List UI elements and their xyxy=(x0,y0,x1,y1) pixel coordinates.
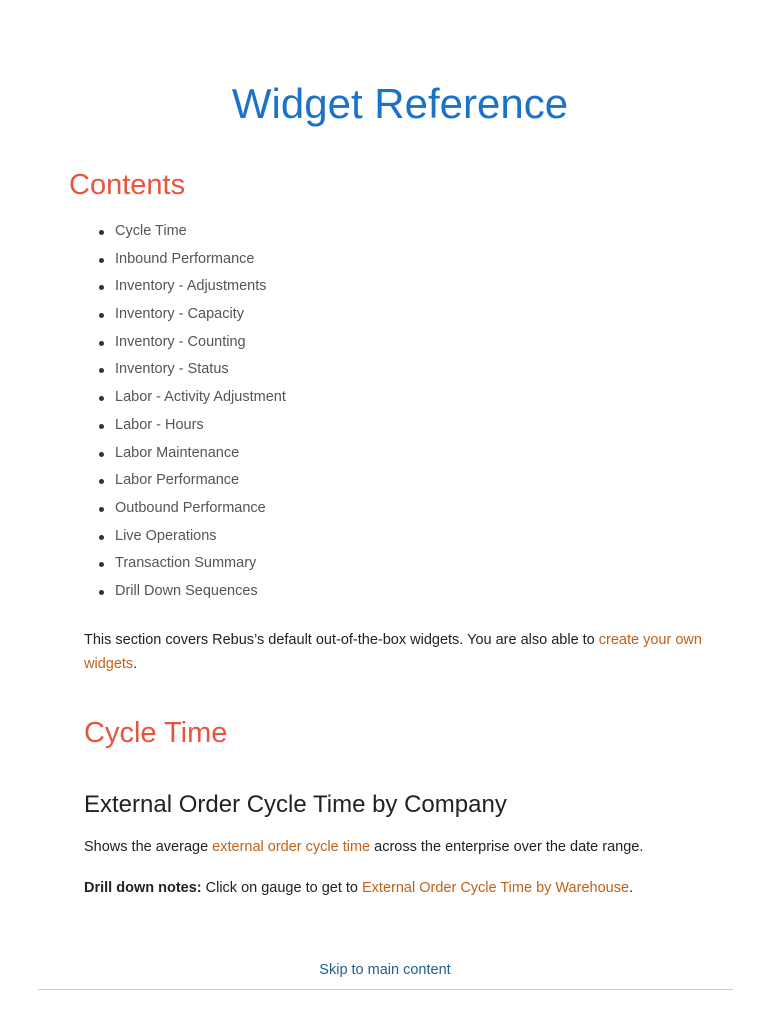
bullet-icon xyxy=(99,535,104,540)
toc-item-label: Outbound Performance xyxy=(115,499,266,516)
toc-item-label: Inventory - Capacity xyxy=(115,306,244,323)
warehouse-widget-link[interactable]: External Order Cycle Time by Warehouse xyxy=(362,880,630,896)
toc-item-label: Labor Performance xyxy=(115,472,240,489)
create-widgets-link[interactable]: create your own widgets xyxy=(84,632,702,672)
bullet-icon xyxy=(99,507,104,512)
toc-item-inventory-status[interactable] xyxy=(115,356,286,384)
bullet-icon xyxy=(99,313,104,318)
drill-down-label: Drill down notes: xyxy=(84,880,202,896)
toc-item-labor-maintenance[interactable] xyxy=(115,440,286,468)
toc-item-label: Cycle Time xyxy=(115,223,187,239)
bullet-icon xyxy=(99,368,104,373)
cycle-time-definition-link[interactable]: external order cycle time xyxy=(212,839,371,855)
toc-item-label: Labor - Activity Adjustment xyxy=(115,389,286,406)
drill-down-text: Click on gauge to get to xyxy=(201,880,363,896)
toc-item-label: Inbound Performance xyxy=(115,250,255,267)
toc-item-labor-activity-adjustment[interactable] xyxy=(115,384,286,412)
toc-item-transaction-summary[interactable] xyxy=(115,550,286,578)
toc-item-cycle-time[interactable] xyxy=(115,218,286,246)
toc-item-live-operations[interactable] xyxy=(115,523,286,551)
toc-item-label: Inventory - Status xyxy=(115,361,229,378)
section-heading-cycle-time: Cycle Time xyxy=(84,717,228,749)
widget-heading: External Order Cycle Time by Company xyxy=(84,791,507,818)
widget-description xyxy=(84,836,643,858)
page-title: Widget Reference xyxy=(231,80,569,127)
table-of-contents xyxy=(115,218,286,606)
toc-item-label: Inventory - Counting xyxy=(115,333,246,350)
toc-item-labor-hours[interactable] xyxy=(115,412,286,440)
bullet-icon xyxy=(99,341,104,346)
toc-item-label: Labor - Hours xyxy=(115,416,204,433)
bullet-icon xyxy=(99,258,104,263)
description-text-end: across the enterprise over the date range. xyxy=(370,839,644,855)
bullet-icon xyxy=(99,590,104,595)
intro-paragraph xyxy=(84,628,724,676)
footer-divider xyxy=(38,989,733,990)
toc-item-label: Labor Maintenance xyxy=(115,444,240,461)
toc-item-label: Drill Down Sequences xyxy=(115,582,258,599)
toc-item-drill-down-sequences[interactable] xyxy=(115,578,286,606)
toc-item-label: Transaction Summary xyxy=(115,555,257,572)
bullet-icon xyxy=(99,285,104,290)
drill-down-text-end: . xyxy=(629,880,634,896)
skip-to-main-content-link[interactable]: Skip to main content xyxy=(319,962,451,978)
toc-item-labor-performance[interactable] xyxy=(115,467,286,495)
contents-heading: Contents xyxy=(69,169,186,201)
intro-text: This section covers Rebus’s default out-of-the-box widgets. You are also able to xyxy=(84,632,599,648)
toc-item-label: Live Operations xyxy=(115,527,217,544)
toc-item-inventory-adjustments[interactable] xyxy=(115,273,286,301)
toc-item-label: Inventory - Adjustments xyxy=(115,278,267,295)
bullet-icon xyxy=(99,396,104,401)
description-text: Shows the average xyxy=(84,839,213,855)
bullet-icon xyxy=(99,562,104,567)
bullet-icon xyxy=(99,424,104,429)
intro-text-end: . xyxy=(133,656,138,672)
toc-item-inventory-capacity[interactable] xyxy=(115,301,286,329)
toc-item-inventory-counting[interactable] xyxy=(115,329,286,357)
bullet-icon xyxy=(99,230,104,235)
bullet-icon xyxy=(99,479,104,484)
toc-item-outbound-performance[interactable] xyxy=(115,495,286,523)
toc-item-inbound-performance[interactable] xyxy=(115,246,286,274)
bullet-icon xyxy=(99,452,104,457)
drill-down-notes xyxy=(84,877,633,899)
